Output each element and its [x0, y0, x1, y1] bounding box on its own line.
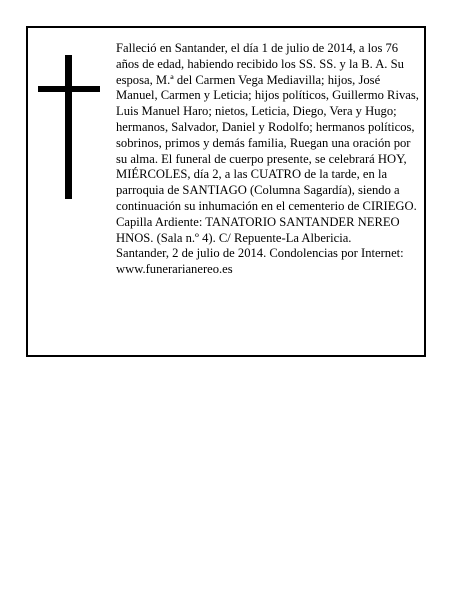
obituary-closing: Santander, 2 de julio de 2014. Condolencias por Internet: www.funerarianereo.es: [116, 246, 404, 277]
cross-vertical-bar: [65, 55, 72, 199]
cross-horizontal-bar: [38, 86, 100, 92]
obituary-body: Falleció en Santander, el día 1 de julio de 2014, a los 76 años de edad, habiendo recibido los SS. SS. y la B. A. Su esposa, M.ª del Carmen Vega Mediavilla; hijos, José Manuel, Carmen y Leticia; hijos políticos, Guillermo Rivas, Luis Manuel Haro; nietos, Leticia, Diego, Vera y Hugo; hermanos, Salvador, Daniel y Rodolfo; hermanos políticos, sobrinos, primos y demás familia, Ruegan una oración por su alma. El funeral de cuerpo presente, se celebrará HOY, MIÉRCOLES, día 2, a las CUATRO de la tarde, en la parroquia de SANTIAGO (Columna Sagardía), siendo a continuación su inhumación en el cementerio de CIRIEGO. Capilla Ardiente: TANATORIO SANTANDER NEREO HNOS. (Sala n.º 4). C/ Repuente-La Albericia.: [116, 41, 419, 245]
latin-cross-icon: [38, 55, 100, 199]
obituary-text: [116, 41, 422, 278]
obituary-frame: [26, 26, 426, 357]
